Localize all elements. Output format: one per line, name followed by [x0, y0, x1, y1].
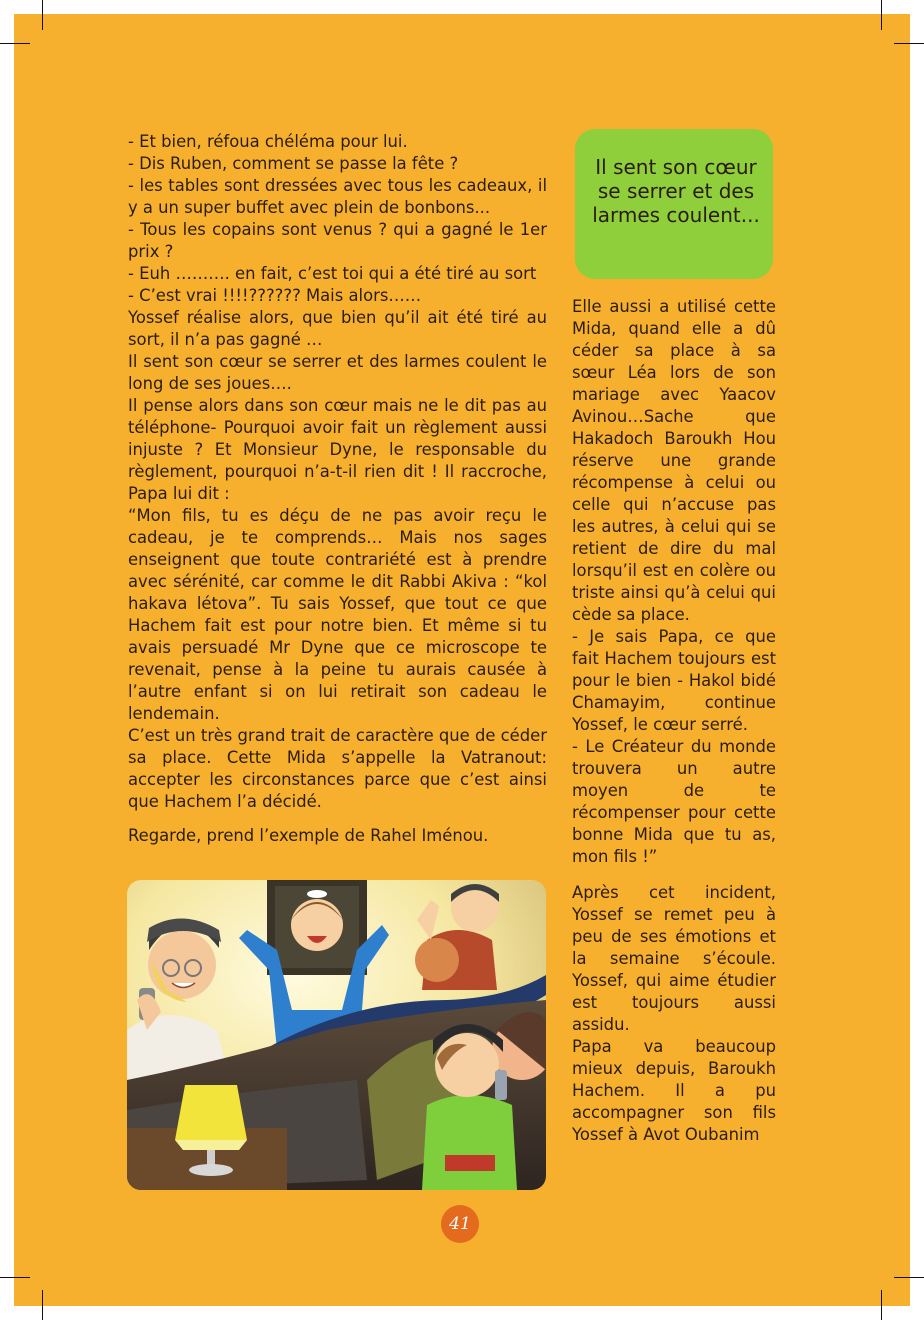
dialogue-line: - C’est vrai !!!!?????? Mais alors…… — [128, 286, 422, 305]
crop-mark — [0, 43, 30, 44]
dialogue-line: - Euh ………. en fait, c’est toi qui a été tiré au sort — [128, 264, 537, 283]
dialogue-line: - Dis Ruben, comment se passe la fête ? — [128, 154, 459, 173]
story-right-column — [572, 296, 776, 1146]
dialogue-line: - Et bien, réfoua chéléma pour lui. — [128, 132, 408, 151]
narrative-paragraph: Après cet incident, Yossef se remet peu à peu de ses émotions et la semaine s’écoule. Yossef, qui aime étudier est toujours aussi assidu. — [572, 883, 776, 1034]
narrative-paragraph: Yossef réalise alors, que bien qu’il ait été tiré au sort, il n’a pas gagné … — [128, 308, 547, 349]
narrative-paragraph: C’est un très grand trait de caractère que de céder sa place. Cette Mida s’appelle la Vatranout: accepter les circonstances parce que c’est ainsi que Hachem l’a décidé. — [128, 726, 547, 811]
crop-mark — [881, 0, 882, 30]
crop-mark — [42, 0, 43, 30]
crop-mark — [0, 1277, 30, 1278]
narrative-paragraph: Elle aussi a utilisé cette Mida, quand elle a dû céder sa place à sa sœur Léa lors de son mariage avec Yaacov Avinou…Sache que Hakadoch Baroukh Hou réserve une grande récompense à celui ou celle qui n’accuse pas les autres, à celui qui se retient de dire du mal lorsqu’il est en colère ou triste ainsi qu’à celui qui cède sa place. — [572, 297, 776, 624]
quote-callout-text: Il sent son cœur se serrer et des larmes coulent... — [592, 155, 760, 227]
narrative-paragraph: “Mon fils, tu es déçu de ne pas avoir reçu le cadeau, je te comprends… Mais nos sages enseignent que toute contrariété est à prendre avec sérénité, car comme le dit Rabbi Akiva : “kol hakava létova”. Tu sais Yossef, que tout ce que Hachem fait est pour notre bien. Et même si tu avais persuadé Mr Dyne que ce microscope te revenait, pense à la peine tu aurais causée à l’autre enfant si on lui retirait son cadeau le lendemain. — [128, 506, 547, 723]
narrative-paragraph: Papa va beaucoup mieux depuis, Baroukh Hachem. Il a pu accompagner son fils Yossef à Avot Oubanim — [572, 1037, 776, 1144]
dialogue-line: - Le Créateur du monde trouvera un autre moyen de te récompenser pour cette bonne Mida que tu as, mon fils !” — [572, 737, 776, 866]
narrative-paragraph: Regarde, prend l’exemple de Rahel Iménou. — [128, 826, 489, 845]
dialogue-line: - Tous les copains sont venus ? qui a gagné le 1er prix ? — [128, 220, 547, 261]
story-left-column — [128, 131, 547, 847]
crop-mark — [42, 1290, 43, 1320]
narrative-paragraph: Il pense alors dans son cœur mais ne le dit pas au téléphone- Pourquoi avoir fait un règlement aussi injuste ? Et Monsieur Dyne, le responsable du règlement, pourquoi n’a-t-il rien dit ! Il raccroche, Papa lui dit : — [128, 396, 547, 503]
dialogue-line: - Je sais Papa, ce que fait Hachem toujours est pour le bien - Hakol bidé Chamayim, continue Yossef, le cœur serré. — [572, 627, 776, 734]
crop-mark — [881, 1290, 882, 1320]
crop-mark — [894, 1277, 924, 1278]
dialogue-line: - les tables sont dressées avec tous les cadeaux, il y a un super buffet avec plein de bonbons... — [128, 176, 547, 217]
story-illustration — [127, 880, 546, 1190]
crop-mark — [894, 43, 924, 44]
page-number-badge: 41 — [441, 1205, 479, 1243]
narrative-paragraph: Il sent son cœur se serrer et des larmes coulent le long de ses joues…. — [128, 352, 547, 393]
